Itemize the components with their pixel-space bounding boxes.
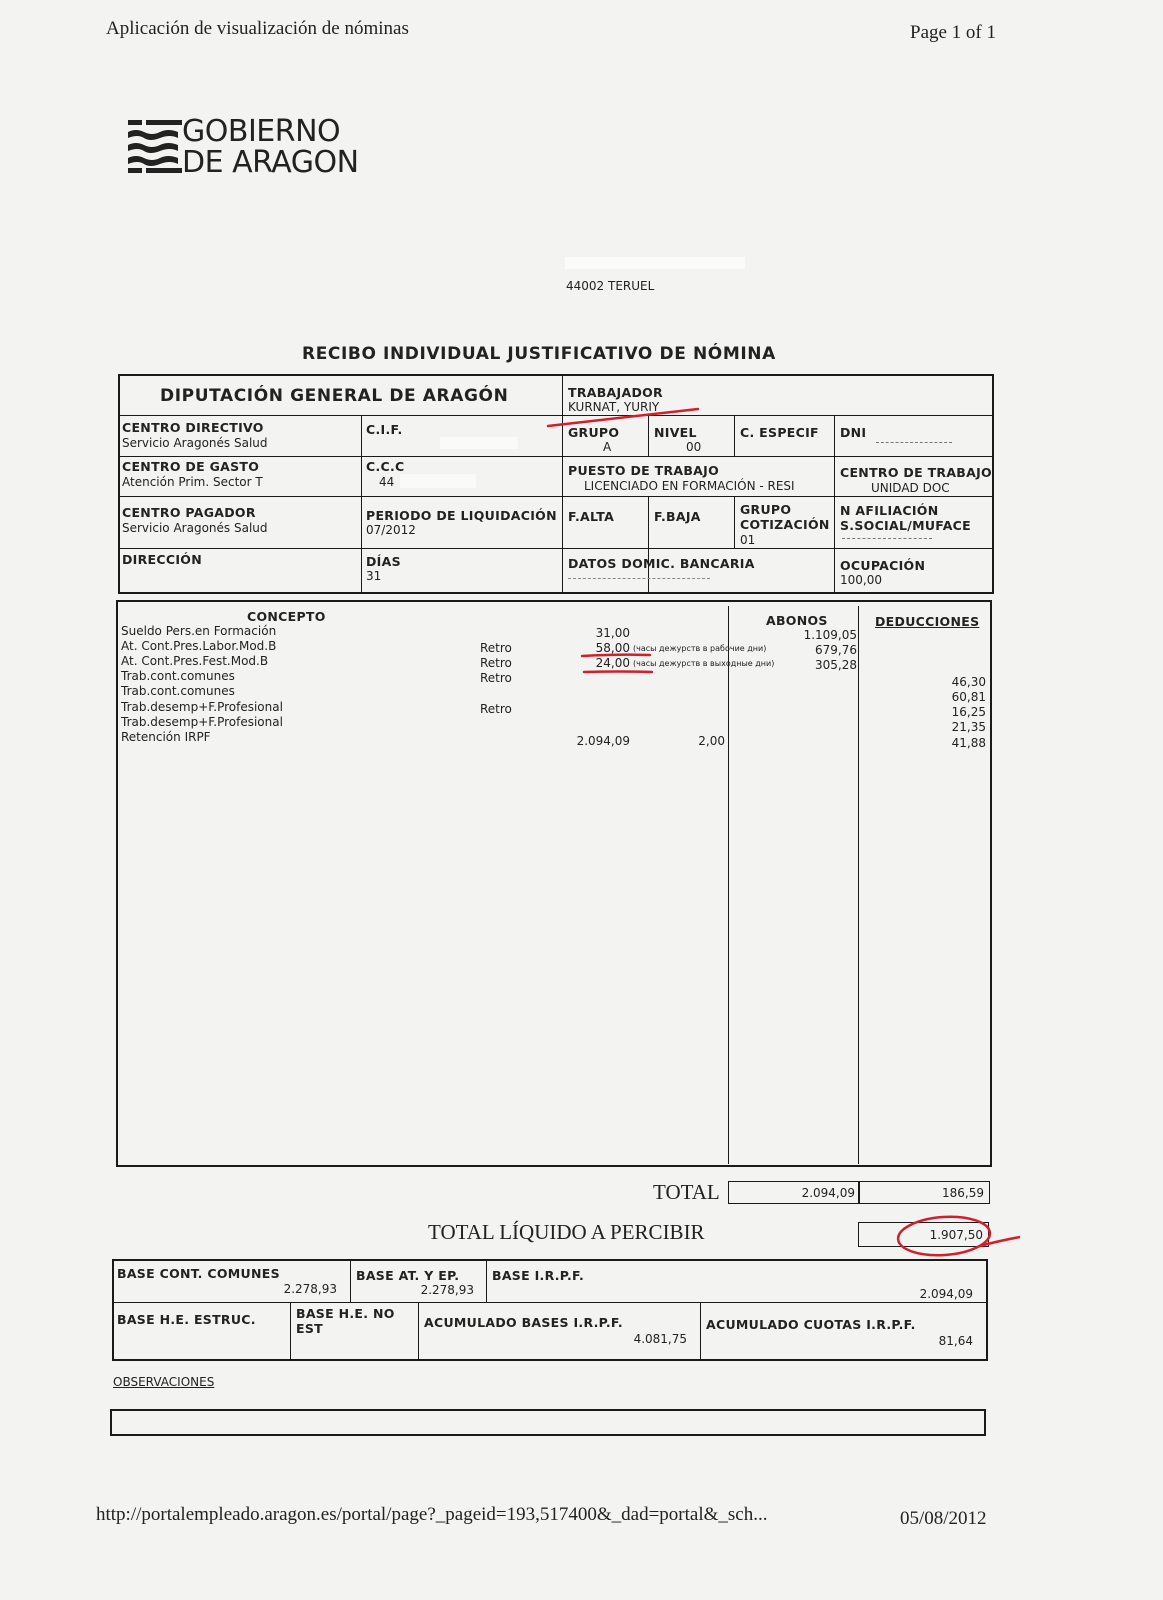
info-divider (118, 415, 994, 416)
concept-row-quantity: 24,00 (595, 656, 630, 670)
puesto-label: PUESTO DE TRABAJO (568, 463, 720, 478)
concept-row-type: Retro (480, 702, 512, 716)
abonos-header: ABONOS (766, 613, 828, 628)
nivel-label: NIVEL (654, 425, 697, 440)
acum-cuotas-value: 81,64 (938, 1334, 973, 1348)
centro-gasto-value: Atención Prim. Sector T (122, 475, 263, 489)
concept-row-label: Retención IRPF (121, 730, 211, 744)
bases-divider (350, 1259, 351, 1303)
datos-bancarios-label: DATOS DOMIC. BANCARIA (568, 556, 755, 571)
base-at-value: 2.278,93 (420, 1283, 474, 1297)
base-at-label: BASE AT. Y EP. (356, 1268, 460, 1283)
concept-row-label: At. Cont.Pres.Labor.Mod.B (121, 639, 277, 653)
dias-value: 31 (366, 569, 382, 583)
info-divider (648, 415, 649, 456)
concept-row-price: 2,00 (698, 734, 725, 748)
concept-row-abono: 305,28 (815, 658, 857, 672)
nivel-value: 00 (686, 440, 702, 454)
observaciones-label: OBSERVACIONES (113, 1375, 215, 1389)
info-divider (118, 548, 994, 549)
acum-bases-value: 4.081,75 (633, 1332, 687, 1346)
concept-row-note: (часы дежурств в выходные дни) (633, 659, 775, 668)
logo-line2: DE ARAGON (182, 145, 359, 180)
ocupacion-label: OCUPACIÓN (840, 558, 926, 573)
document-title: RECIBO INDIVIDUAL JUSTIFICATIVO DE NÓMINA (302, 344, 776, 364)
concept-row-deduccion: 60,81 (951, 690, 986, 704)
trabajador-value: KURNAT, YURIY (568, 400, 660, 414)
concepts-divider (858, 606, 859, 1164)
concept-row-deduccion: 41,88 (951, 736, 986, 750)
total-label: TOTAL (653, 1180, 720, 1204)
centro-directivo-label: CENTRO DIRECTIVO (122, 420, 264, 435)
gobierno-aragon-logo-mark (128, 118, 182, 174)
concept-row-label: Sueldo Pers.en Formación (121, 624, 277, 638)
periodo-value: 07/2012 (366, 523, 416, 537)
concepts-table (116, 600, 992, 1167)
concept-row-label: Trab.desemp+F.Profesional (121, 715, 283, 729)
concept-row-deduccion: 21,35 (951, 720, 986, 734)
base-he-no-est-label1: BASE H.E. NO (296, 1306, 395, 1321)
dni-redacted (876, 442, 952, 451)
liquido-value: 1.907,50 (929, 1228, 983, 1242)
ocupacion-value: 100,00 (840, 573, 882, 587)
info-divider (118, 496, 994, 497)
address-city: 44002 TERUEL (566, 279, 655, 293)
grupo-cotizacion-label1: GRUPO (740, 502, 792, 517)
centro-pagador-label: CENTRO PAGADOR (122, 505, 256, 520)
bases-divider (112, 1302, 988, 1303)
cif-label: C.I.F. (366, 422, 403, 437)
concept-row-quantity: 2.094,09 (576, 734, 630, 748)
bases-divider (290, 1302, 291, 1360)
grupo-cotizacion-value: 01 (740, 533, 756, 547)
concept-row-quantity: 31,00 (595, 626, 630, 640)
footer-date: 05/08/2012 (900, 1508, 987, 1529)
grupo-cotizacion-label2: COTIZACIÓN (740, 517, 830, 532)
grupo-label: GRUPO (568, 425, 620, 440)
footer-url: http://portalempleado.aragon.es/portal/page?_pageid=193,517400&_dad=portal&_sch... (96, 1504, 768, 1525)
concept-row-deduccion: 16,25 (951, 705, 986, 719)
concept-row-quantity: 58,00 (595, 641, 630, 655)
address-redacted-line (565, 257, 745, 269)
bases-divider (418, 1302, 419, 1360)
print-header-page: Page 1 of 1 (910, 22, 997, 43)
dias-label: DÍAS (366, 554, 401, 569)
puesto-value: LICENCIADO EN FORMACIÓN - RESI (584, 479, 795, 493)
info-divider (834, 415, 835, 594)
cif-redacted (440, 437, 518, 449)
concept-row-type: Retro (480, 671, 512, 685)
info-divider (361, 415, 362, 594)
acum-bases-label: ACUMULADO BASES I.R.P.F. (424, 1315, 623, 1330)
ccc-redacted (400, 474, 476, 488)
base-irpf-value: 2.094,09 (919, 1287, 973, 1301)
afiliacion-redacted (842, 538, 932, 545)
base-cont-comunes-value: 2.278,93 (283, 1282, 337, 1296)
employer-name: DIPUTACIÓN GENERAL DE ARAGÓN (160, 386, 509, 406)
info-divider (734, 415, 735, 456)
total-deducciones: 186,59 (942, 1186, 984, 1200)
direccion-label: DIRECCIÓN (122, 552, 202, 567)
base-cont-comunes-label: BASE CONT. COMUNES (117, 1266, 280, 1281)
concepts-divider (728, 606, 729, 1164)
logo-text (182, 116, 359, 178)
concept-row-type: Retro (480, 656, 512, 670)
concept-row-label: Trab.cont.comunes (121, 669, 235, 683)
concepto-header: CONCEPTO (247, 609, 326, 624)
base-irpf-label: BASE I.R.P.F. (492, 1268, 585, 1283)
f-alta-label: F.ALTA (568, 509, 615, 524)
total-abonos: 2.094,09 (801, 1186, 855, 1200)
concept-row-label: At. Cont.Pres.Fest.Mod.B (121, 654, 269, 668)
concept-row-note: (часы дежурств в рабочие дни) (633, 644, 767, 653)
concept-row-deduccion: 46,30 (951, 675, 986, 689)
periodo-label: PERIODO DE LIQUIDACIÓN (366, 508, 557, 523)
concept-row-type: Retro (480, 641, 512, 655)
concept-row-label: Trab.cont.comunes (121, 684, 235, 698)
info-divider (118, 456, 994, 457)
info-divider (562, 374, 563, 594)
deducciones-header: DEDUCCIONES (875, 614, 980, 629)
observaciones-box (110, 1409, 986, 1436)
bases-divider (700, 1302, 701, 1360)
datos-bancarios-redacted (568, 578, 710, 583)
centro-gasto-label: CENTRO DE GASTO (122, 459, 260, 474)
centro-pagador-value: Servicio Aragonés Salud (122, 521, 268, 535)
f-baja-label: F.BAJA (654, 509, 701, 524)
c-especif-label: C. ESPECIF (740, 425, 819, 440)
afiliacion-label1: N AFILIACIÓN (840, 503, 939, 518)
centro-directivo-value: Servicio Aragonés Salud (122, 436, 268, 450)
concept-row-label: Trab.desemp+F.Profesional (121, 700, 283, 714)
ccc-label: C.C.C (366, 459, 405, 474)
centro-trabajo-value: UNIDAD DOC (871, 481, 950, 495)
acum-cuotas-label: ACUMULADO CUOTAS I.R.P.F. (706, 1317, 916, 1332)
centro-trabajo-label: CENTRO DE TRABAJO (840, 465, 992, 480)
trabajador-label: TRABAJADOR (568, 385, 663, 400)
info-divider (734, 496, 735, 548)
grupo-value: A (603, 440, 612, 454)
concept-row-abono: 679,76 (815, 643, 857, 657)
base-he-estruc-label: BASE H.E. ESTRUC. (117, 1312, 256, 1327)
afiliacion-label2: S.SOCIAL/MUFACE (840, 518, 971, 533)
base-he-no-est-label2: EST (296, 1321, 323, 1336)
dni-label: DNI (840, 425, 867, 440)
liquido-label: TOTAL LÍQUIDO A PERCIBIR (428, 1220, 705, 1244)
bases-divider (486, 1259, 487, 1303)
print-header-title: Aplicación de visualización de nóminas (106, 18, 409, 39)
concept-row-abono: 1.109,05 (803, 628, 857, 642)
ccc-value: 44 (379, 475, 395, 489)
logo-line1: GOBIERNO (182, 114, 341, 149)
